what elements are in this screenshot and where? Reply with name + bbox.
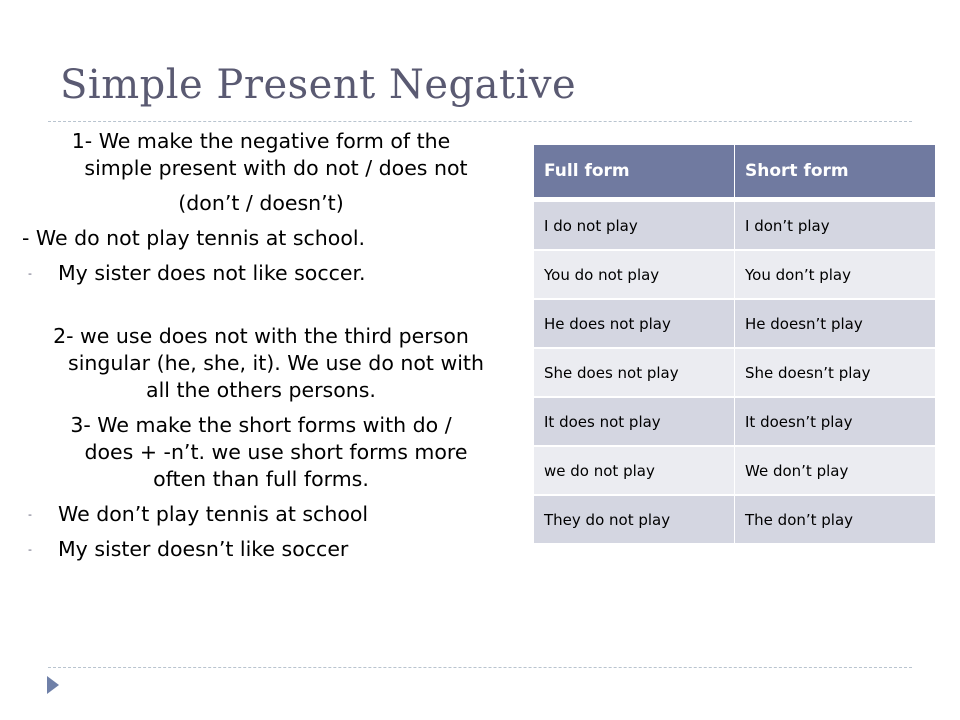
table-row	[534, 298, 935, 347]
para2-line2: singular (he, she, it). We use do not with	[68, 351, 484, 375]
table-header-row	[534, 145, 935, 200]
slide-title: Simple Present Negative	[60, 62, 577, 108]
forms-table	[534, 145, 935, 543]
footer-divider	[48, 667, 912, 668]
full-form-cell: They do not play	[534, 494, 734, 543]
bullet-dash: -	[28, 543, 32, 556]
bullet-dash: -	[28, 508, 32, 521]
short-form-cell: It doesn’t play	[734, 396, 935, 445]
example-4-item	[22, 536, 500, 563]
table-row	[534, 494, 935, 543]
header-short-form: Short form	[734, 145, 935, 200]
para3-line1: 3- We make the short forms with do /	[70, 413, 452, 437]
table-row	[534, 396, 935, 445]
short-form-cell: The don’t play	[734, 494, 935, 543]
example-4: My sister doesn’t like soccer	[58, 537, 349, 561]
para1-line2: simple present with do not / does not	[84, 156, 468, 180]
title-divider	[48, 121, 912, 122]
short-form-cell: I don’t play	[734, 200, 935, 249]
example-3: We don’t play tennis at school	[58, 502, 369, 526]
para2-line1: 2- we use does not with the third person	[53, 324, 469, 348]
table-row	[534, 445, 935, 494]
table-row	[534, 249, 935, 298]
short-form-cell: She doesn’t play	[734, 347, 935, 396]
full-form-cell: It does not play	[534, 396, 734, 445]
para1-line3: (don’t / doesn’t)	[178, 191, 344, 215]
para2-line3: all the others persons.	[146, 378, 376, 402]
para3-line2: does + -n’t. we use short forms more	[84, 440, 468, 464]
example-1: - We do not play tennis at school.	[22, 226, 366, 250]
slide-body	[22, 128, 500, 563]
para1-line1: 1- We make the negative form of the	[71, 129, 451, 153]
full-form-cell: He does not play	[534, 298, 734, 347]
header-full-form: Full form	[534, 145, 734, 200]
example-2-item	[22, 260, 500, 287]
full-form-cell: we do not play	[534, 445, 734, 494]
bullet-dash: -	[28, 267, 32, 280]
table-row	[534, 200, 935, 249]
short-form-cell: He doesn’t play	[734, 298, 935, 347]
full-form-cell: I do not play	[534, 200, 734, 249]
table-row	[534, 347, 935, 396]
short-form-cell: We don’t play	[734, 445, 935, 494]
full-form-cell: She does not play	[534, 347, 734, 396]
example-2: My sister does not like soccer.	[58, 261, 366, 285]
para3-line3: often than full forms.	[153, 467, 369, 491]
full-form-cell: You do not play	[534, 249, 734, 298]
short-form-cell: You don’t play	[734, 249, 935, 298]
example-3-item	[22, 501, 500, 528]
triangle-right-icon[interactable]	[47, 676, 59, 694]
